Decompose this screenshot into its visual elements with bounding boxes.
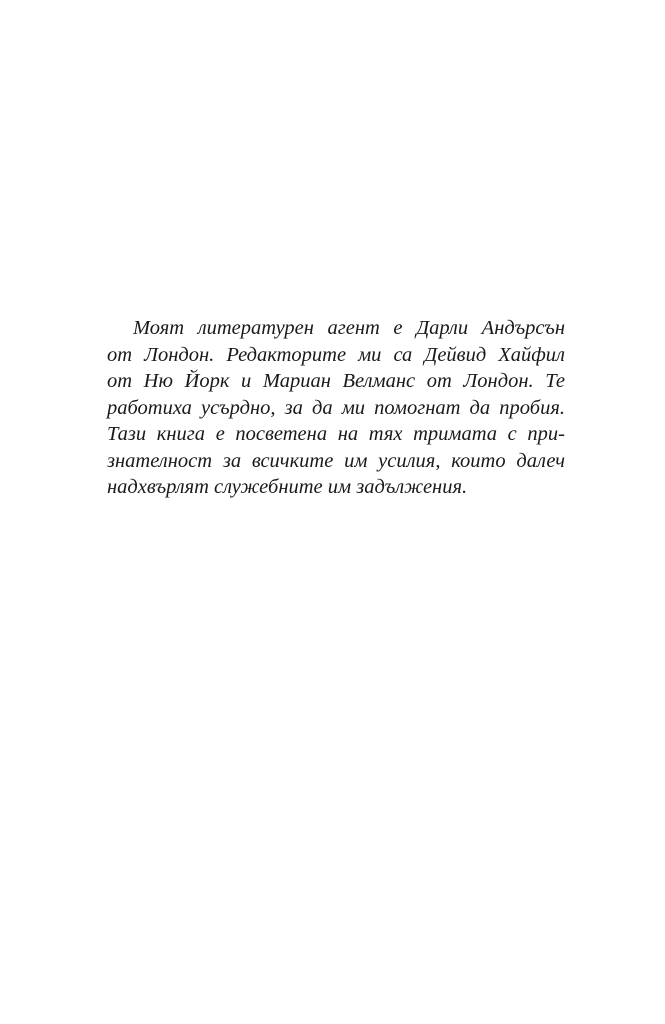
dedication-line: от Ню Йорк и Мариан Велманс от Лондон. Те — [107, 370, 565, 392]
dedication-paragraph — [107, 315, 565, 501]
dedication-line: знателност за всичките им усилия, които далеч — [107, 449, 565, 472]
dedication-line: Моят литературен агент е Дарли Андърсън — [133, 317, 565, 339]
dedication-line: от Лондон. Редакторите ми са Дейвид Хайфил — [107, 343, 565, 366]
dedication-line: надхвърлят служебните им задължения. — [107, 476, 468, 498]
dedication-line: Тази книга е посветена на тях тримата с при- — [107, 423, 565, 445]
dedication-line: работиха усърдно, за да ми помогнат да пробия. — [107, 396, 565, 419]
